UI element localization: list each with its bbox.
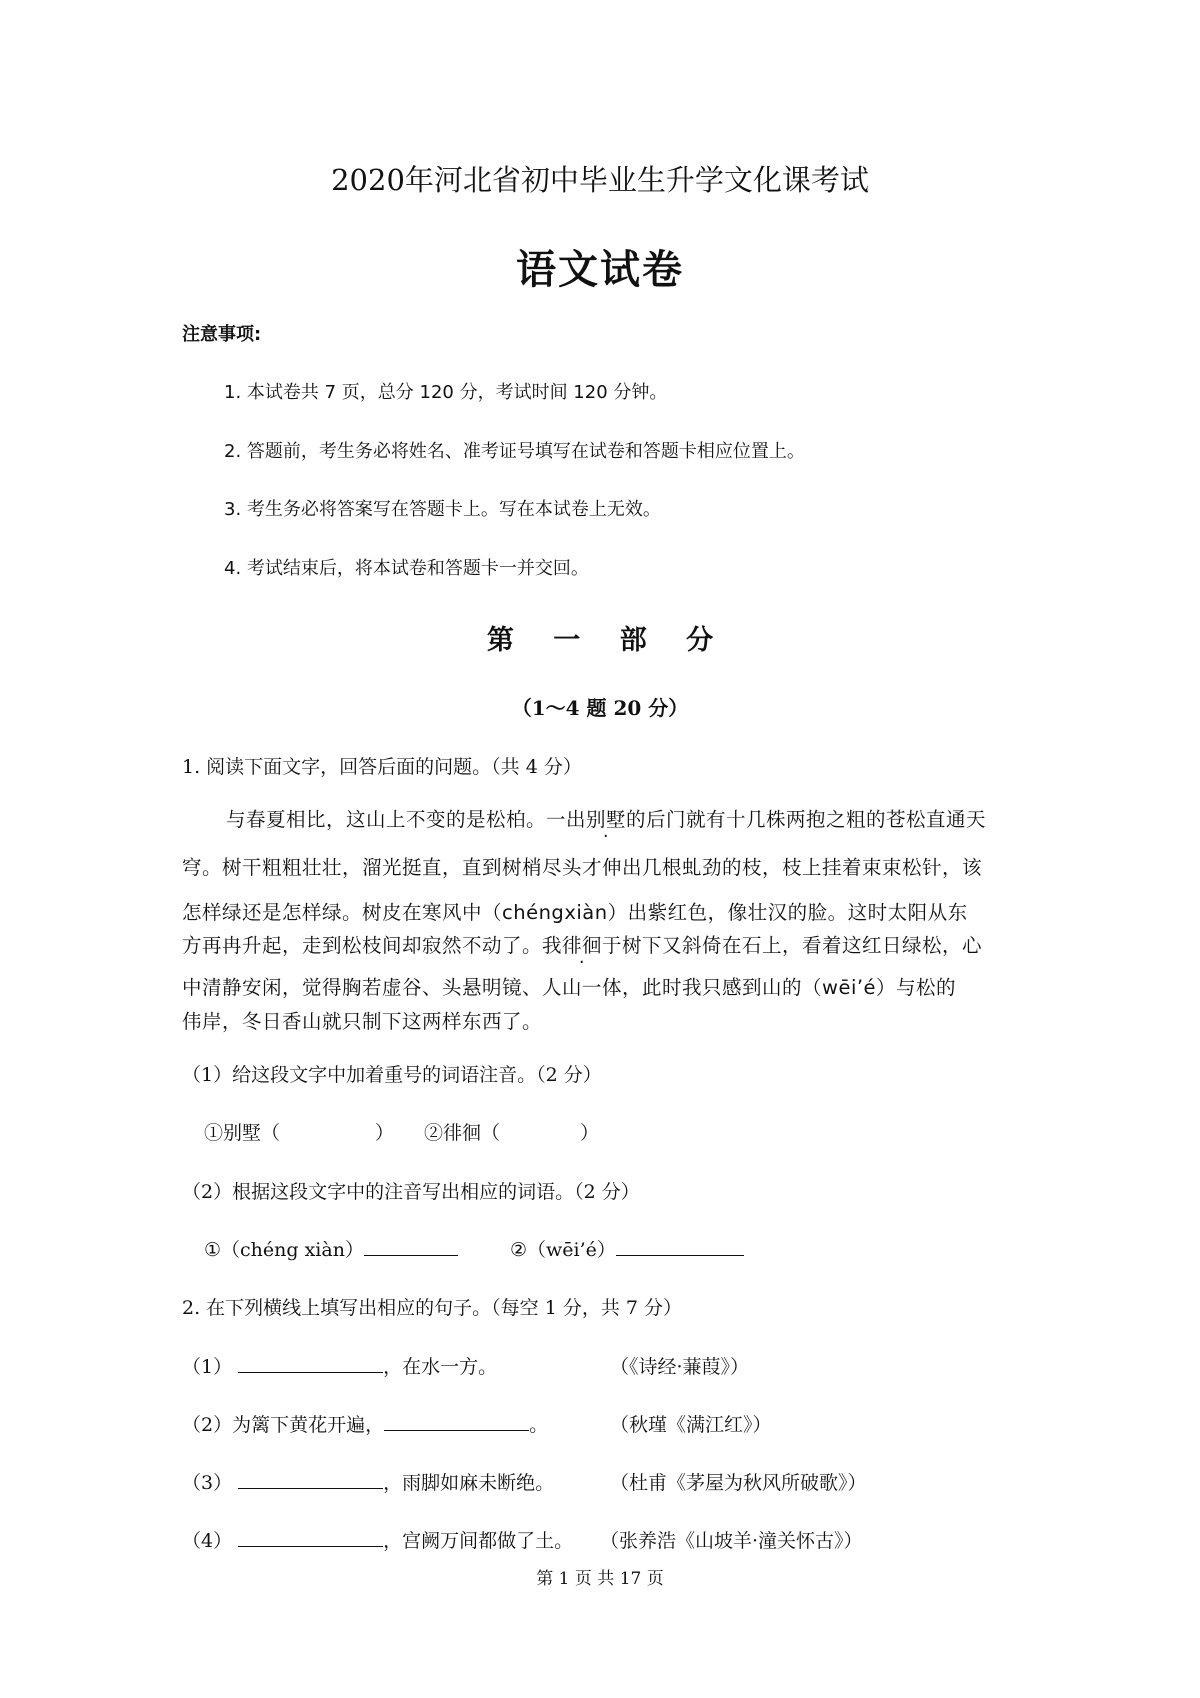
exam-title: 2020年河北省初中毕业生升学文化课考试	[331, 163, 869, 197]
passage-line	[182, 930, 1032, 958]
line-text: ，宫阙万间都做了土。	[383, 1530, 574, 1552]
line-text: ，在水一方。	[383, 1356, 498, 1378]
fill-line	[182, 1352, 1042, 1379]
passage-line	[226, 804, 1076, 832]
line-text: 为篱下黄花开遍，	[232, 1414, 385, 1436]
passage-line: 怎样绿还是怎样绿。树皮在寒风中（chéngxiàn）出紫红色，像壮汉的脸。这时太阳从东	[182, 901, 968, 924]
passage-line: 穹。树干粗粗壮壮，溜光挺直，直到树梢尽头才伸出几根虬劲的枝，枝上挂着束束松针，该	[182, 856, 983, 879]
line-source: （张养浩《山坡羊·潼关怀古》）	[600, 1530, 863, 1552]
part-title: 第 一 部 分	[486, 625, 714, 656]
passage-text: 与春夏相比，这山上不变的是松柏。一出	[226, 808, 587, 831]
answer-paren-close: ）	[580, 1122, 600, 1144]
line-number: （4）	[182, 1530, 233, 1552]
word-answer-row	[204, 1235, 744, 1262]
passage-text: 于树下又斜倚在石上，看着这红日绿松，心	[602, 934, 983, 957]
notice-item: 1. 本试卷共 7 页，总分 120 分，考试时间 120 分钟。	[224, 382, 668, 403]
answer-blank[interactable]	[238, 1354, 383, 1373]
answer-label: ②徘徊（	[424, 1122, 501, 1144]
notice-item: 2. 答题前，考生务必将姓名、准考证号填写在试卷和答题卡相应位置上。	[224, 441, 805, 462]
exam-subtitle: 语文试卷	[516, 246, 684, 293]
answer-blank[interactable]	[238, 1528, 383, 1547]
line-source: （《诗经·蒹葭》）	[610, 1356, 750, 1378]
part-subtitle: （1～4 题 20 分）	[511, 696, 689, 720]
answer-blank[interactable]	[364, 1237, 458, 1256]
line-source: （杜甫《茅屋为秋风所破歌》）	[610, 1472, 867, 1494]
answer-blank[interactable]	[238, 1470, 383, 1489]
answer-blank[interactable]	[384, 1412, 529, 1431]
line-number: （2）	[182, 1414, 233, 1436]
question-2-stem: 2. 在下列横线上填写出相应的句子。（每空 1 分，共 7 分）	[182, 1297, 683, 1319]
question-1-stem: 1. 阅读下面文字，回答后面的问题。（共 4 分）	[182, 756, 582, 778]
notice-item: 3. 考生务必将答案写在答题卡上。写在本试卷上无效。	[224, 499, 661, 520]
answer-label: ②（wēi’é）	[509, 1239, 616, 1261]
answer-label: ①（chéng xiàn）	[204, 1239, 364, 1261]
question-1-sub-1: （1）给这段文字中加着重号的词语注音。（2 分）	[182, 1064, 602, 1086]
emphasized-word: 徘徊	[562, 934, 603, 957]
answer-paren-close: ）	[375, 1122, 395, 1144]
page-footer: 第 1 页 共 17 页	[536, 1569, 664, 1589]
passage-text: 方再冉升起，走到松枝间却寂然不动了。我	[182, 934, 563, 957]
line-number: （1）	[182, 1356, 233, 1378]
fill-line	[182, 1468, 1042, 1495]
answer-label: ①别墅（	[204, 1122, 281, 1144]
fill-line	[182, 1526, 1042, 1553]
answer-blank[interactable]	[616, 1237, 744, 1256]
passage-line: 中清静安闲，觉得胸若虚谷、头悬明镜、人山一体，此时我只感到山的（wēi’é）与松的	[182, 976, 957, 999]
pinyin-answer-row	[204, 1118, 599, 1145]
line-text: 。	[529, 1414, 549, 1436]
question-1-sub-2: （2）根据这段文字中的注音写出相应的词语。（2 分）	[182, 1181, 640, 1203]
line-number: （3）	[182, 1472, 233, 1494]
passage-text: 的后门就有十几株两抱之粗的苍松直通天	[626, 808, 987, 831]
passage-line: 伟岸，冬日香山就只制下这两样东西了。	[182, 1010, 543, 1033]
notice-item: 4. 考试结束后，将本试卷和答题卡一并交回。	[224, 558, 589, 579]
emphasized-word: 别墅	[586, 808, 627, 831]
notice-heading: 注意事项:	[182, 324, 262, 345]
fill-line	[182, 1410, 1042, 1437]
line-text: ，雨脚如麻未断绝。	[383, 1472, 555, 1494]
line-source: （秋瑾《满江红》）	[610, 1414, 772, 1436]
